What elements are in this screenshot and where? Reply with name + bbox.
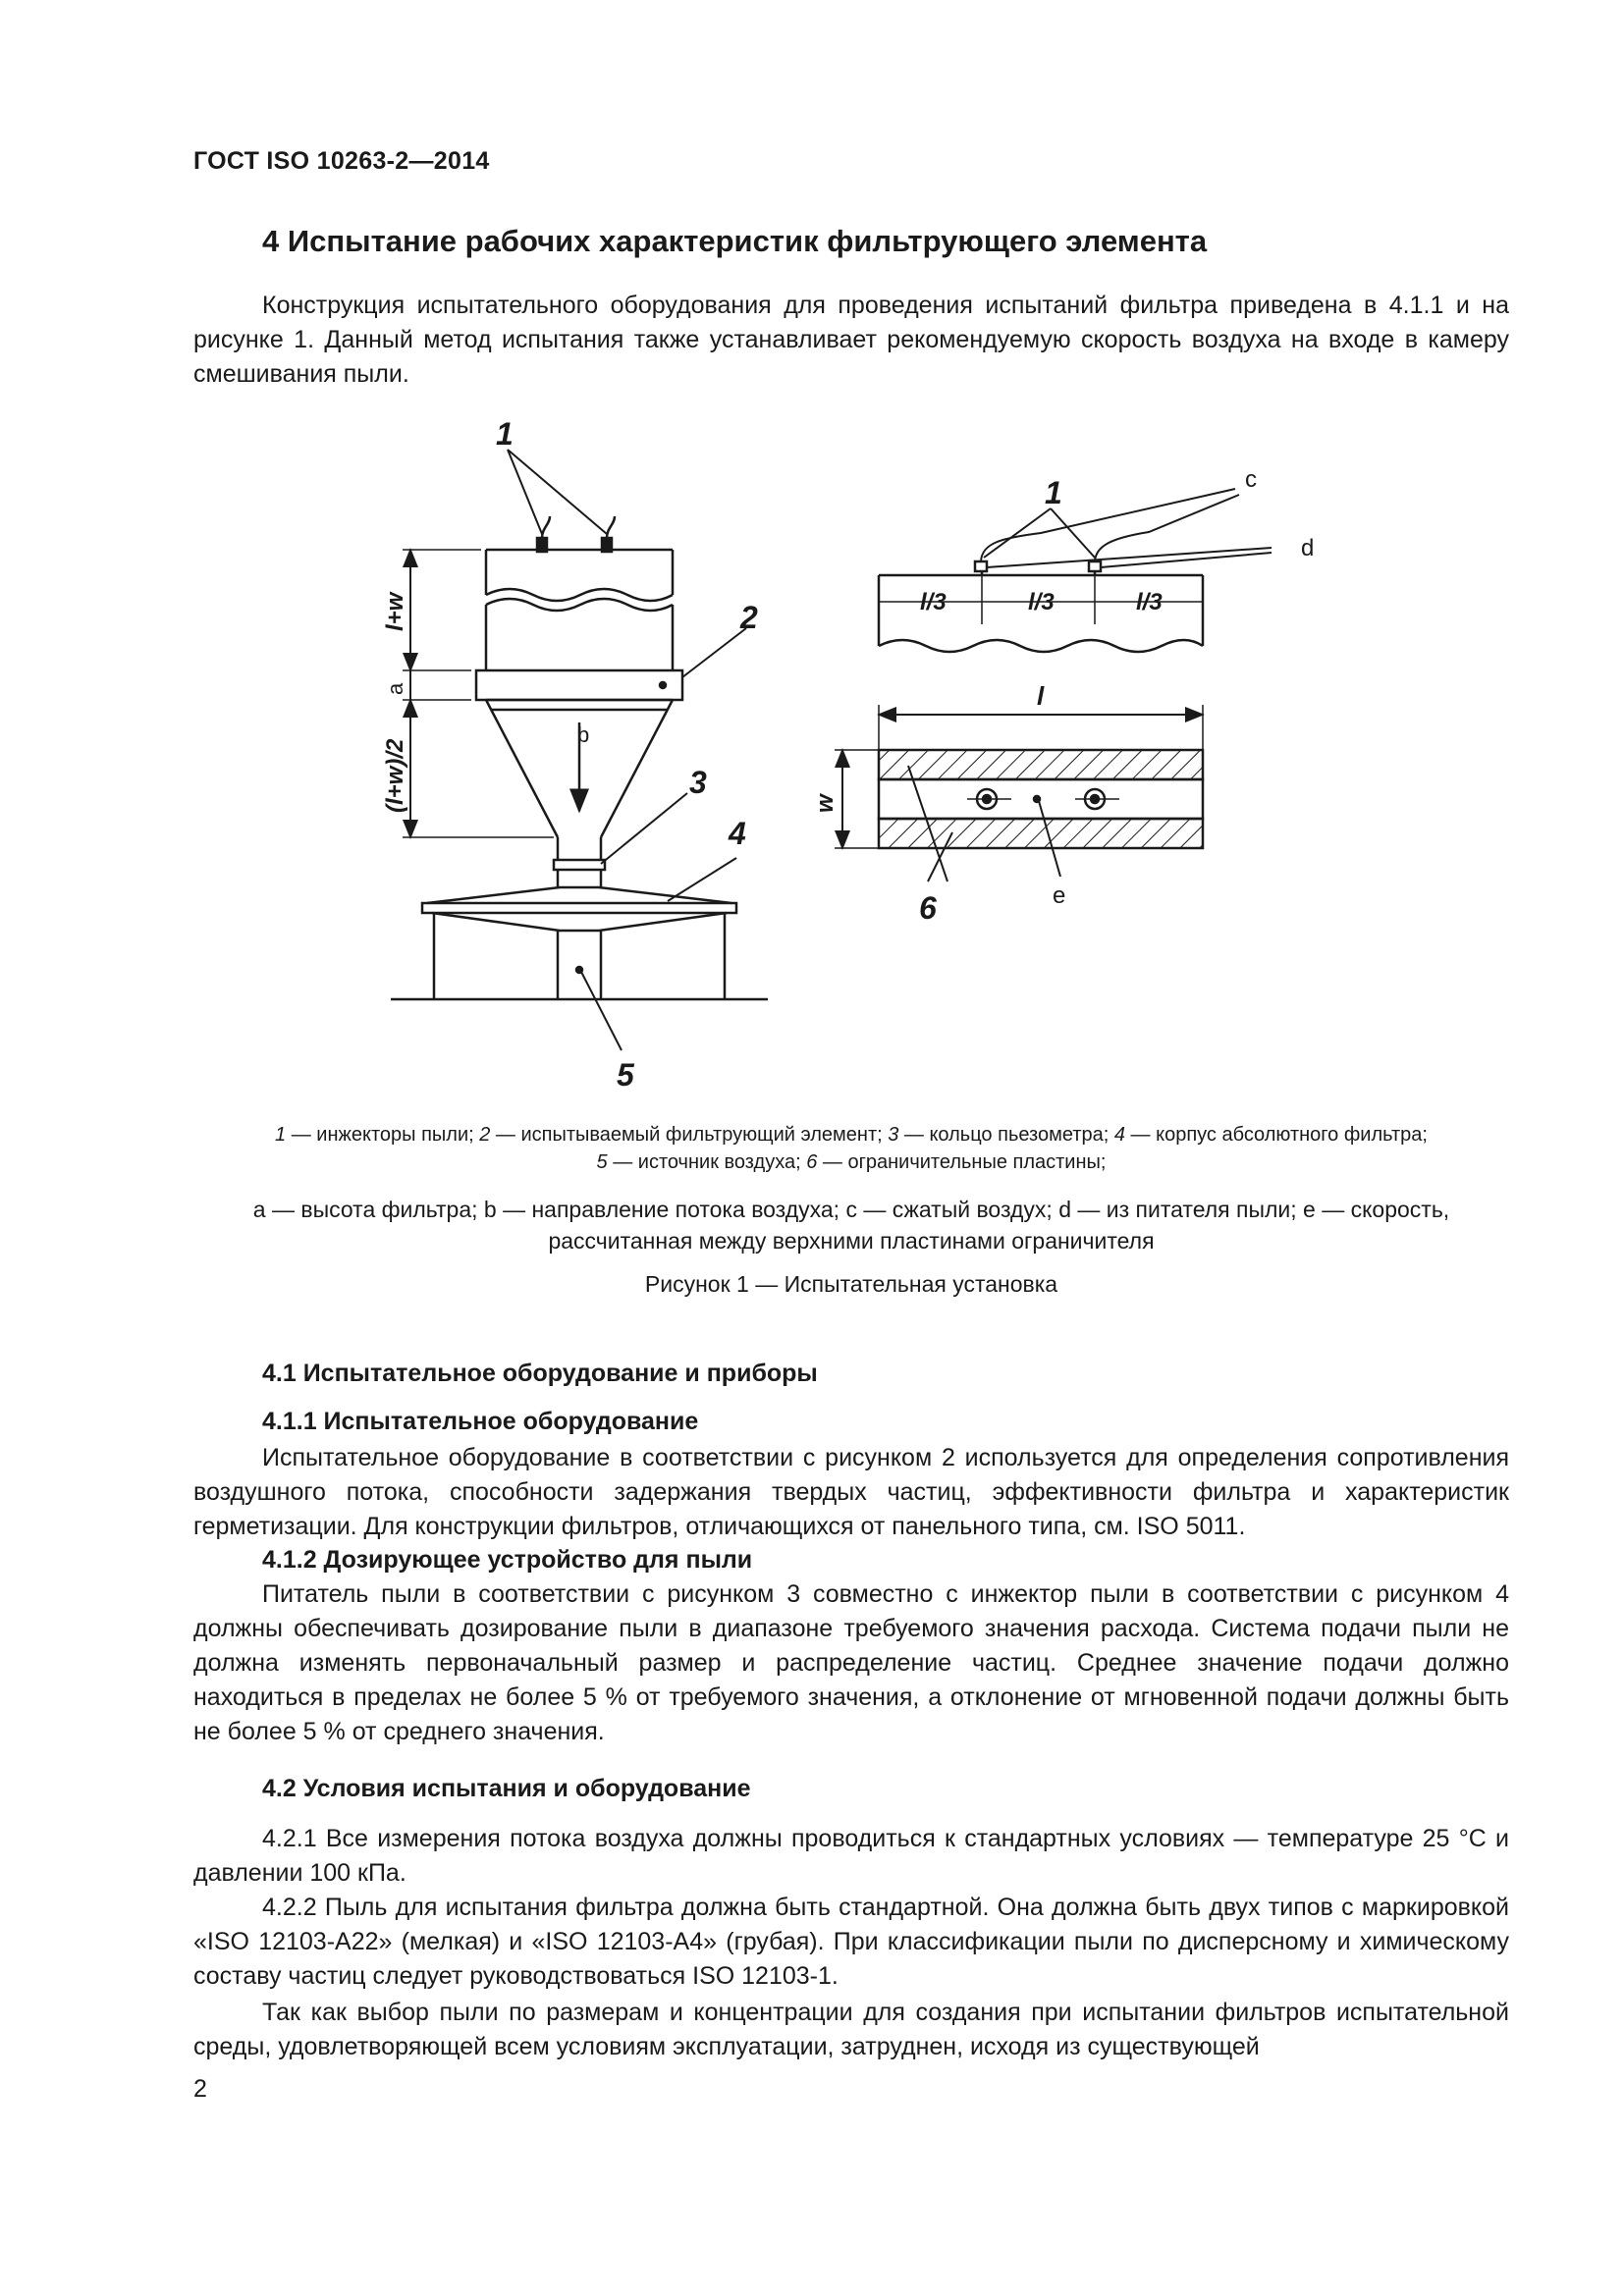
label-2: 2 [740, 600, 758, 635]
page-number: 2 [193, 2075, 207, 2103]
legend-num: 1 [275, 1124, 287, 1146]
legend-text: — инжекторы пыли; [286, 1124, 480, 1146]
section-4-2-title: 4.2 Условия испытания и оборудование [262, 1775, 751, 1802]
legend-text: — ограничительные пластины; [817, 1151, 1107, 1173]
legend-num: 2 [479, 1124, 491, 1146]
legend-num: 6 [806, 1151, 818, 1173]
section-4-title: 4 Испытание рабочих характеристик фильтрующего элемента [262, 224, 1208, 258]
figure-title: Рисунок 1 — Испытательная установка [644, 1271, 1058, 1297]
figure-notes: a — высота фильтра; b — направление потока воздуха; c — сжатый воздух; d — из питателя пыли; e — скорость, рассчитанная между верхними пластинами ограничителя [252, 1197, 1450, 1254]
section-4-2-1-text: 4.2.1 Все измерения потока воздуха должны проводиться к стандартных условиях — температуре 25 °С и давлении 100 кПа. [193, 1825, 1509, 1887]
section-4-1-2-text: Питатель пыли в соответствии с рисунком 3 совместно с инжектор пыли в соответствии с рисунком 4 должны обеспечивать дозирование пыли в диапазоне требуемого значения расхода. Система подачи пыли не должна изменять первоначальный размер и распределение частиц. Среднее значение подачи должно находиться в пределах не более 5 % от требуемого значения, а отклонение от мгновенной подачи должны быть не более 5 % от среднего значения. [193, 1580, 1509, 1745]
label-third-1: l/3 [920, 589, 947, 615]
figure-legend-line-2 [193, 1148, 1509, 1176]
label-1-left: 1 [496, 416, 514, 452]
legend-text: — источник воздуха; [607, 1151, 807, 1173]
figure-legend-line-1 [193, 1121, 1509, 1148]
label-third-3: l/3 [1136, 589, 1163, 615]
label-dim-l-plus-w: l+w [382, 592, 408, 631]
legend-text: — испытываемый фильтрующий элемент; [490, 1124, 889, 1146]
legend-num: 3 [888, 1124, 899, 1146]
section-4-1-1-title: 4.1.1 Испытательное оборудование [262, 1408, 699, 1435]
section-4-1-1-text: Испытательное оборудование в соответствии с рисунком 2 используется для определения сопротивления воздушного потока, способности задержания твердых частиц, эффективности фильтра и характеристик герметизации. Для конструкции фильтров, отличающихся от панельного типа, см. ISO 5011. [193, 1444, 1509, 1540]
legend-text: — кольцо пьезометра; [898, 1124, 1114, 1146]
label-d: d [1301, 535, 1315, 561]
section-4-1-2-title: 4.1.2 Дозирующее устройство для пыли [262, 1546, 753, 1574]
legend-num: 5 [596, 1151, 608, 1173]
legend-num: 4 [1113, 1124, 1125, 1146]
document-header: ГОСТ ISO 10263-2—2014 [193, 147, 490, 175]
label-dim-half: (l+w)/2 [382, 738, 408, 813]
section-4-2-paragraph: Так как выбор пыли по размерам и концентрации для создания при испытании фильтров испытательной среды, удовлетворяющей всем условиям эксплуатации, затруднен, исходя из существующей [193, 1999, 1509, 2060]
label-3: 3 [689, 765, 707, 800]
label-4: 4 [729, 816, 746, 851]
figure-1-drawing [373, 410, 1316, 1097]
legend-text: — корпус абсолютного фильтра; [1124, 1124, 1428, 1146]
label-6: 6 [919, 890, 937, 926]
label-1-right: 1 [1045, 475, 1062, 510]
section-4-2-2-text: 4.2.2 Пыль для испытания фильтра должна быть стандартной. Она должна быть двух типов с маркировкой «ISO 12103-A22» (мелкая) и «ISO 12103-A4» (грубая). При классификации пыли по дисперсному и химическому составу частиц следует руководствоваться ISO 12103-1. [193, 1894, 1509, 1990]
label-dim-w: w [812, 794, 839, 813]
label-dim-l: l [1037, 681, 1045, 711]
label-b: b [577, 722, 590, 747]
label-third-2: l/3 [1028, 589, 1055, 615]
label-5: 5 [617, 1057, 634, 1093]
label-e: e [1053, 882, 1066, 909]
label-dim-a: a [383, 682, 407, 695]
section-4-intro: Конструкция испытательного оборудования для проведения испытаний фильтра приведена в 4.1.1 и на рисунке 1. Данный метод испытания также устанавливает рекомендуемую скорость воздуха на входе в камеру смешивания пыли. [193, 292, 1509, 388]
figure-1 [373, 410, 1316, 1097]
section-4-1-title: 4.1 Испытательное оборудование и приборы [262, 1360, 818, 1387]
label-c: c [1245, 466, 1257, 493]
